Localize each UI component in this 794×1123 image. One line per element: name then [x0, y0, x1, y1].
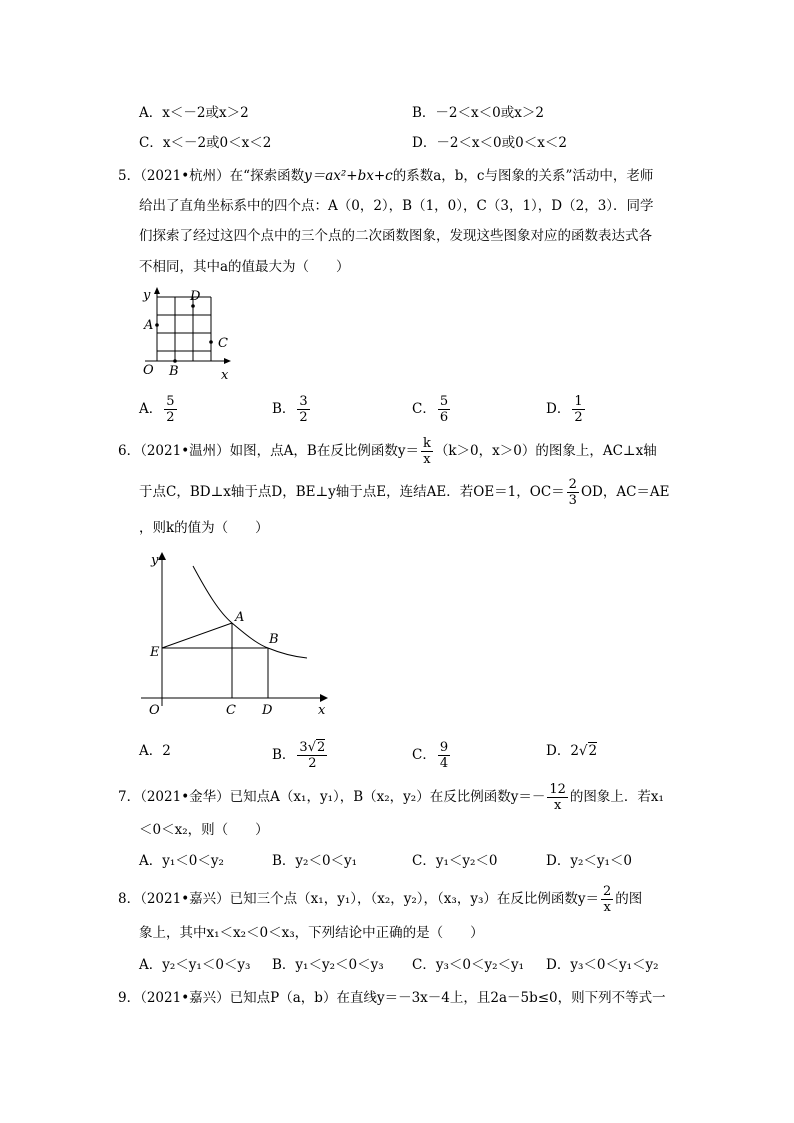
q5-option-b: B． $\frac{3}{2}$	[272, 394, 308, 425]
q6-line-2: 于点C，BD⊥x轴于点D，BE⊥y轴于点E，连结AE．若OE＝1，OC＝ $\frac{2}{3}$ OD，AC＝AE	[139, 477, 670, 508]
q6-curve	[193, 566, 307, 658]
q5-line-3: 们探索了经过这四个点中的三个点的二次函数图象，发现这些图象对应的函数表达式各	[139, 228, 652, 244]
q5-line-1: 5．（2021•杭州）在“探索函数y＝ax²+bx+c的系数a，b，c与图象的关系”活动中，老师	[118, 168, 654, 184]
q4-option-c: C．x＜－2或0＜x＜2	[139, 135, 272, 151]
q7-line-1: 7．（2021•金华）已知点A（x₁，y₁），B（x₂，y₂）在反比例函数y＝－ $\frac{12}{x}$ 的图象上．若x₁	[118, 782, 664, 813]
q6-label-e: E	[150, 645, 160, 660]
q5-line-4: 不相同，其中a的值最大为（ ）	[139, 259, 350, 275]
q9-source: （2021•嘉兴）	[140, 990, 230, 1006]
q6-label-y: y	[151, 553, 159, 568]
q6-option-a: A．2	[139, 743, 171, 759]
q5-label-c: C	[218, 336, 228, 351]
q6-source: （2021•温州）	[140, 443, 230, 459]
q4-option-b: B．－2＜x＜0或x＞2	[412, 105, 544, 121]
q5-function: y＝ax²+bx+c	[304, 168, 393, 184]
q8-option-d: D．y₃＜0＜y₁＜y₂	[546, 957, 659, 973]
q4-option-b-text: －2＜x＜0或x＞2	[435, 105, 544, 121]
q5-label-y: y	[143, 288, 151, 303]
q6-option-c: C． $\frac{9}{4}$	[412, 740, 449, 771]
q6-option-d: D．2√2	[546, 743, 598, 759]
q9-line-1: 9．（2021•嘉兴）已知点P（a，b）在直线y＝－3x－4上，且2a－5b≤0，则下列不等式一	[118, 990, 666, 1006]
q5-grid-figure	[135, 285, 245, 385]
q5-label-a: A	[144, 318, 154, 333]
q5-option-a: A． $\frac{5}{2}$	[139, 394, 175, 425]
q6-label-a: A	[235, 610, 245, 625]
q6-option-b: B． $\frac{3√2}{2}$	[272, 740, 326, 771]
q7-option-d: D．y₂＜y₁＜0	[546, 853, 632, 869]
q6-label-c: C	[226, 703, 236, 718]
q6-label-d: D	[262, 703, 273, 718]
q6-hyperbola-figure	[135, 548, 335, 718]
q8-line-1: 8．（2021•嘉兴）已知三个点（x₁，y₁），（x₂，y₂），（x₃，y₃）在反比例函数y＝ $\frac{2}{x}$ 的图	[118, 884, 643, 915]
q5-line-2: 给出了直角坐标系中的四个点：A（0，2），B（1，0），C（3，1），D（2，3）．同学	[139, 198, 654, 214]
q4-option-a: A．x＜－2或x＞2	[139, 105, 249, 121]
q5-option-d: D． $\frac{1}{2}$	[546, 394, 583, 425]
q5-label-b: B	[169, 364, 179, 379]
q6-label-x: x	[318, 703, 326, 718]
q7-option-a: A．y₁＜0＜y₂	[139, 853, 224, 869]
q8-option-a: A．y₂＜y₁＜0＜y₃	[139, 957, 251, 973]
q7-line-2: ＜0＜x₂，则（ ）	[139, 822, 269, 838]
q6-line-1: 6．（2021•温州）如图，点A，B在反比例函数y＝ $\frac{k}{x}$ （k＞0，x＞0）的图象上，AC⊥x轴	[118, 436, 657, 467]
q5-source: （2021•杭州）	[140, 168, 230, 184]
q4-option-c-text: x＜－2或0＜x＜2	[162, 135, 272, 151]
q4-option-d-text: －2＜x＜0或0＜x＜2	[436, 135, 567, 151]
q4-option-d: D．－2＜x＜0或0＜x＜2	[412, 135, 567, 151]
q6-label-o: O	[149, 703, 160, 718]
q5-label-o: O	[143, 363, 154, 378]
q5-label-x: x	[221, 368, 229, 383]
q6-line-3: ，则k的值为（ ）	[139, 520, 269, 536]
q5-option-c: C． $\frac{5}{6}$	[412, 394, 449, 425]
q4-option-a-text: x＜－2或x＞2	[162, 105, 249, 121]
q5-label-d: D	[190, 289, 201, 304]
q7-source: （2021•金华）	[140, 789, 230, 805]
q8-option-c: C．y₃＜0＜y₂＜y₁	[412, 957, 525, 973]
q8-option-b: B．y₁＜y₂＜0＜y₃	[272, 957, 384, 973]
q8-line-2: 象上，其中x₁＜x₂＜0＜x₃，下列结论中正确的是（ ）	[139, 925, 484, 941]
q8-source: （2021•嘉兴）	[140, 891, 230, 907]
q7-option-c: C．y₁＜y₂＜0	[412, 853, 498, 869]
q6-label-b: B	[269, 632, 279, 647]
q7-option-b: B．y₂＜0＜y₁	[272, 853, 358, 869]
